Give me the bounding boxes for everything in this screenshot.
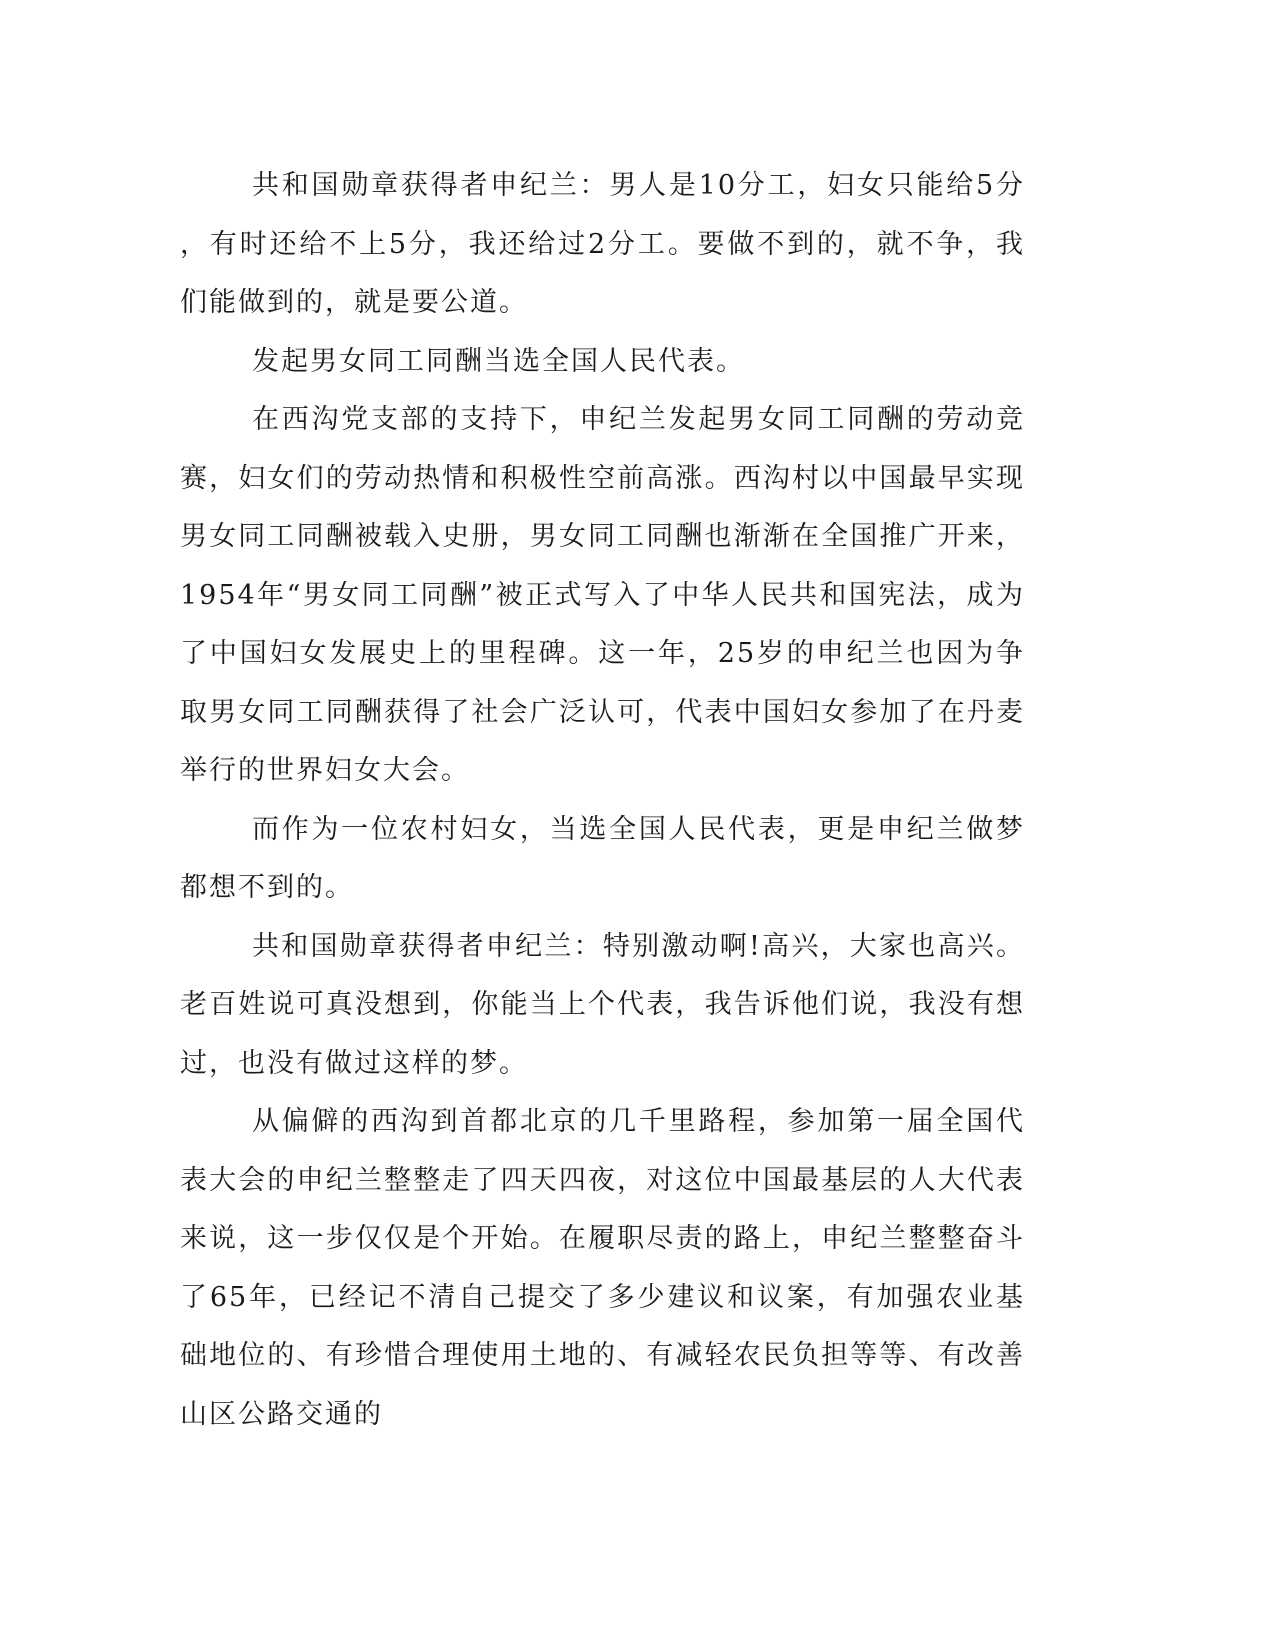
document-body [180, 157, 1025, 1444]
paragraph-3: 在西沟党支部的支持下，申纪兰发起男女同工同酬的劳动竞赛，妇女们的劳动热情和积极性空前高涨。西沟村以中国最早实现男女同工同酬被载入史册，男女同工同酬也渐渐在全国推广开来，1954年“男女同工同酬”被正式写入了中华人民共和国宪法，成为了中国妇女发展史上的里程碑。这一年，25岁的申纪兰也因为争取男女同工同酬获得了社会广泛认可，代表中国妇女参加了在丹麦举行的世界妇女大会。 [180, 404, 1025, 786]
paragraph-2: 发起男女同工同酬当选全国人民代表。 [252, 345, 745, 377]
paragraph-5: 共和国勋章获得者申纪兰：特别激动啊!高兴，大家也高兴。老百姓说可真没想到，你能当上个代表，我告诉他们说，我没有想过，也没有做过这样的梦。 [180, 930, 1025, 1079]
paragraph-4: 而作为一位农村妇女，当选全国人民代表，更是申纪兰做梦都想不到的。 [180, 813, 1025, 903]
paragraph-1: 共和国勋章获得者申纪兰：男人是10分工，妇女只能给5分，有时还给不上5分，我还给过2分工。要做不到的，就不争，我们能做到的，就是要公道。 [180, 170, 1025, 318]
paragraph-6: 从偏僻的西沟到首都北京的几千里路程，参加第一届全国代表大会的申纪兰整整走了四天四夜，对这位中国最基层的人大代表来说，这一步仅仅是个开始。在履职尽责的路上，申纪兰整整奋斗了65年，已经记不清自己提交了多少建议和议案，有加强农业基础地位的、有珍惜合理使用土地的、有减轻农民负担等等、有改善山区公路交通的 [180, 1106, 1025, 1430]
